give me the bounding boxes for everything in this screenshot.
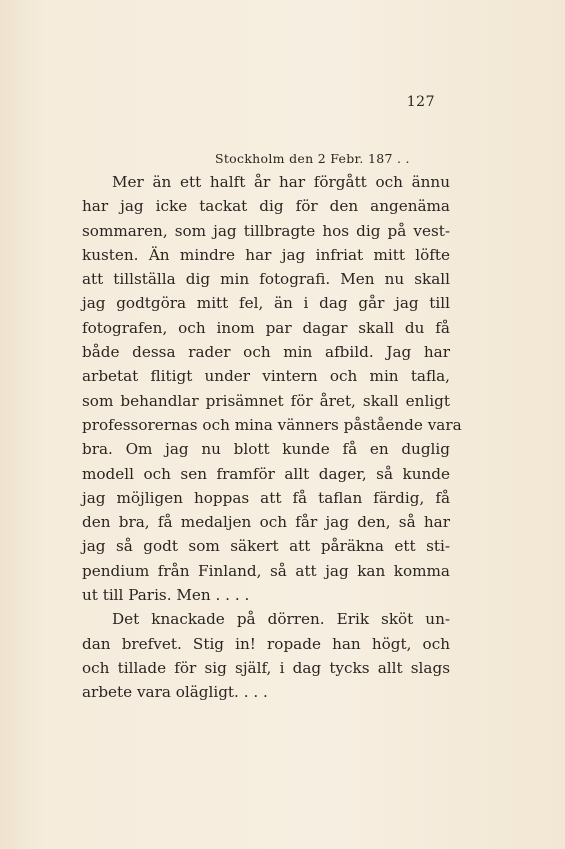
text-line: fotografen, och inom par dagar skall du få: [82, 318, 450, 337]
text-line: dan brefvet. Stig in! ropade han högt, och: [82, 634, 450, 653]
paragraph-narrative: [82, 607, 450, 704]
text-line: jag möjligen hoppas att få taflan färdig, få: [82, 488, 450, 507]
text-line: sommaren, som jag tillbragte hos dig på vest-: [82, 221, 450, 240]
text-line: arbete vara olägligt. . . .: [82, 683, 268, 702]
text-line: den bra, få medaljen och får jag den, så har: [82, 513, 450, 532]
paragraph-letter: [82, 170, 462, 607]
text-line: har jag icke tackat dig för den angenäma: [82, 197, 450, 216]
text-line: både dessa rader och min afbild. Jag har: [82, 343, 450, 362]
text-line: bra. Om jag nu blott kunde få en duglig: [82, 440, 450, 459]
text-line: kusten. Än mindre har jag infriat mitt löfte: [82, 245, 450, 264]
text-line: Mer än ett halft år har förgått och ännu: [112, 173, 450, 191]
letter-dateline: Stockholm den 2 Febr. 187 . .: [215, 151, 410, 166]
body-text: [82, 170, 462, 705]
text-line: modell och sen framför allt dager, så kunde: [82, 464, 450, 483]
text-line: och tillade för sig själf, i dag tycks allt slags: [82, 658, 450, 677]
text-line: jag så godt som säkert att påräkna ett sti-: [82, 537, 450, 556]
page-number: 127: [406, 94, 435, 110]
text-line: arbetat flitigt under vintern och min tafla,: [82, 367, 450, 386]
text-line: som behandlar prisämnet för året, skall enligt: [82, 391, 450, 410]
text-line: ut till Paris. Men . . . .: [82, 586, 250, 605]
text-line: pendium från Finland, så att jag kan komma: [82, 561, 450, 580]
text-line: Det knackade på dörren. Erik sköt un-: [112, 610, 450, 629]
text-line: professorernas och mina vänners påstående vara: [82, 415, 462, 434]
text-line: att tillställa dig min fotografi. Men nu skall: [82, 270, 450, 289]
text-line: jag godtgöra mitt fel, än i dag går jag till: [82, 294, 450, 313]
